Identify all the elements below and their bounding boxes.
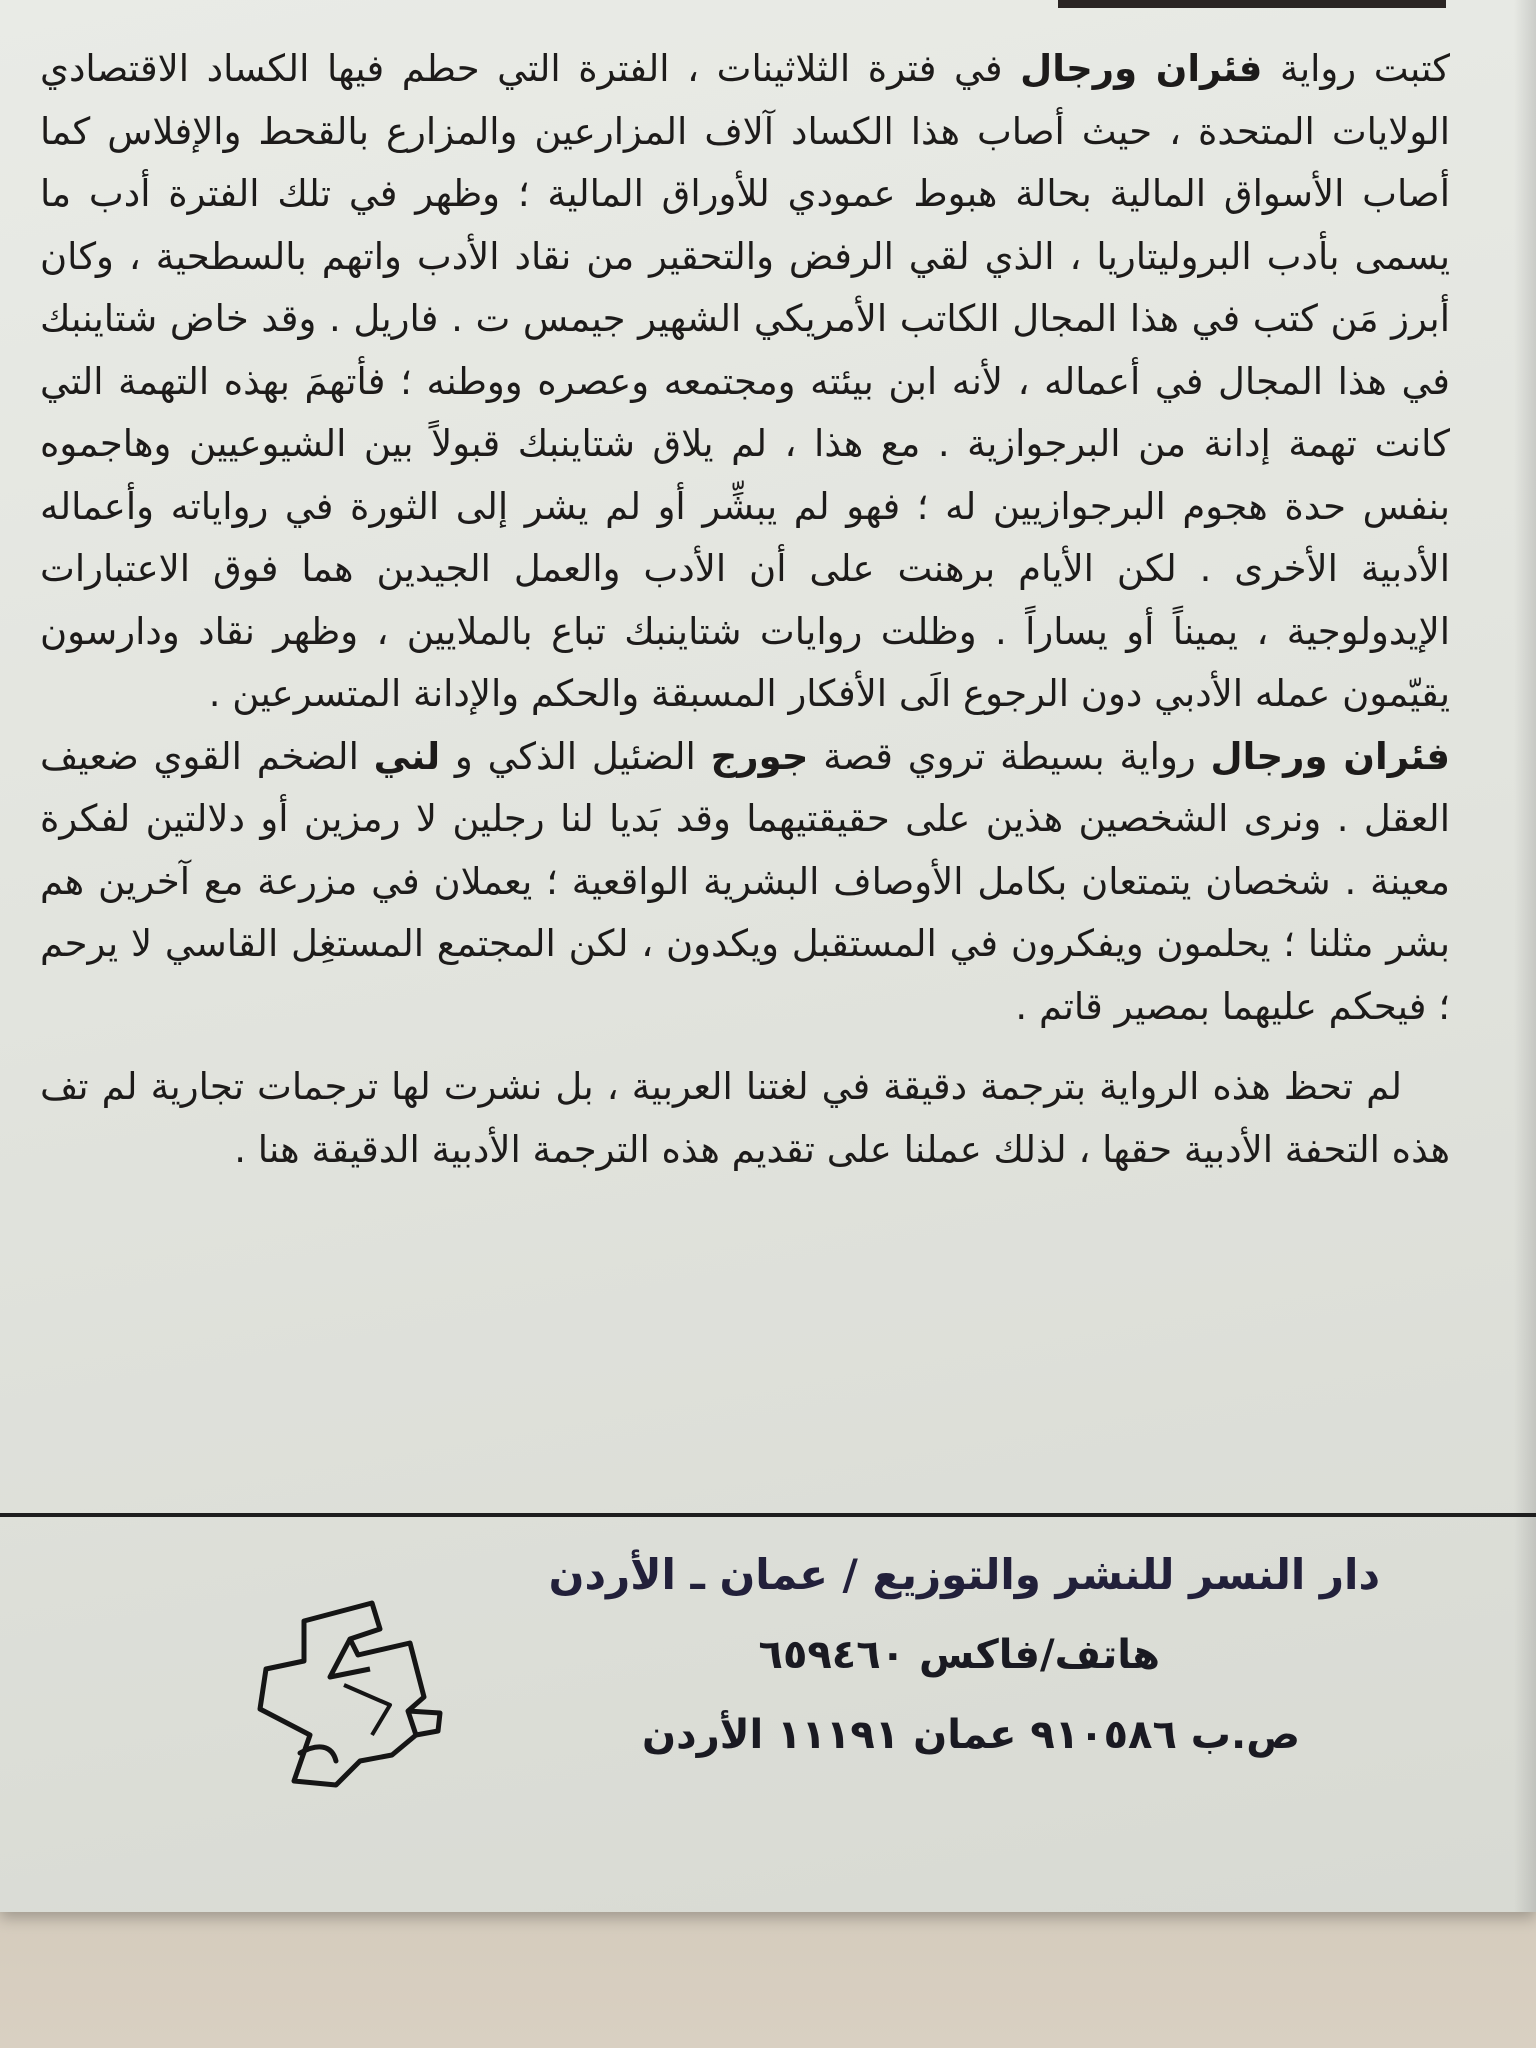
text-run: لم تحظ هذه الرواية بترجمة دقيقة في لغتنا العربية ، بل نشرت لها ترجمات تجارية لم تف هذه التحفة الأدبية حقها ، لذلك عملنا على تقديم هذه الترجمة الأدبية الدقيقة هنا . [40,1065,1450,1171]
publisher-po-box: ص.ب ٩١٠٥٨٦ عمان ١١١٩١ الأردن [642,1712,1300,1758]
text-run: الضخم القوي ضعيف العقل . ونرى الشخصين هذين على حقيقتيهما وقد بَديا لنا رجلين لا رمزين أو دلالتين لفكرة معينة . شخصان يتمتعان بكامل الأوصاف البشرية الواقعية ؛ يعملان في مزرعة مع آخرين هم بشر مثلنا ؛ يحلمون ويفكرون في المستقبل ويكدون ، لكن المجتمع المستغِل القاسي لا يرحم ؛ فيحكم عليهما بمصير قاتم . [40,734,1450,1028]
section-divider [0,1513,1536,1517]
bold-name: فئران ورجال [1020,47,1263,90]
paragraph-2 [40,726,1450,1039]
paragraph-1 [40,38,1450,726]
publisher-name: دار النسر للنشر والتوزيع / عمان ـ الأردن [548,1550,1380,1599]
publisher-phone-fax: هاتف/فاكس ٦٥٩٤٦٠ [758,1632,1160,1678]
paragraph-3 [40,1056,1450,1181]
cover-edge-strip [1058,0,1446,8]
bold-name: لني [373,734,441,778]
text-run: الضئيل الذكي و [440,734,711,778]
synopsis-text [40,38,1450,1181]
bold-name: جورج [710,734,809,778]
text-run: رواية بسيطة تروي قصة [808,734,1211,778]
text-run: كتبت رواية [1262,47,1451,90]
page-edge-shadow [1514,0,1536,1912]
publisher-info [420,1535,1380,1775]
bold-name: فئران ورجال [1210,734,1451,778]
text-run: في فترة الثلاثينات ، الفترة التي حطم فيها الكساد الاقتصادي الولايات المتحدة ، حيث أصاب هذا الكساد آلاف المزارعين والمزارع بالقحط والإفلاس كما أصاب الأسواق المالية بحالة هبوط عمودي للأوراق المالية ؛ وظهر في تلك الفترة أدب ما يسمى بأدب البروليتاريا ، الذي لقي الرفض والتحقير من نقاد الأدب واتهم بالسطحية ، وكان أبرز مَن كتب في هذا المجال الكاتب الأمريكي الشهير جيمس ت . فاريل . وقد خاض شتاينبك في هذا المجال في أعماله ، لأنه ابن بيئته ومجتمعه وعصره ووطنه ؛ فأتهمَ بهذه التهمة التي كانت تهمة إدانة من البرجوازية . مع هذا ، لم يلاق شتاينبك قبولاً بين الشيوعيين وهاجموه بنفس حدة هجوم البرجوازيين له ؛ فهو لم يبشِّر أو لم يشر إلى الثورة في رواياته وأعماله الأدبية الأخرى . لكن الأيام برهنت على أن الأدب والعمل الجيدين هما فوق الاعتبارات الإيدولوجية ، يميناً أو يساراً . وظلت روايات شتاينبك تباع بالملايين ، وظهر نقاد ودارسون يقيّمون عمله الأدبي دون الرجوع الَى الأفكار المسبقة والحكم والإدانة المتسرعين . [40,47,1450,715]
jordan-map-logo-icon [240,1585,450,1795]
